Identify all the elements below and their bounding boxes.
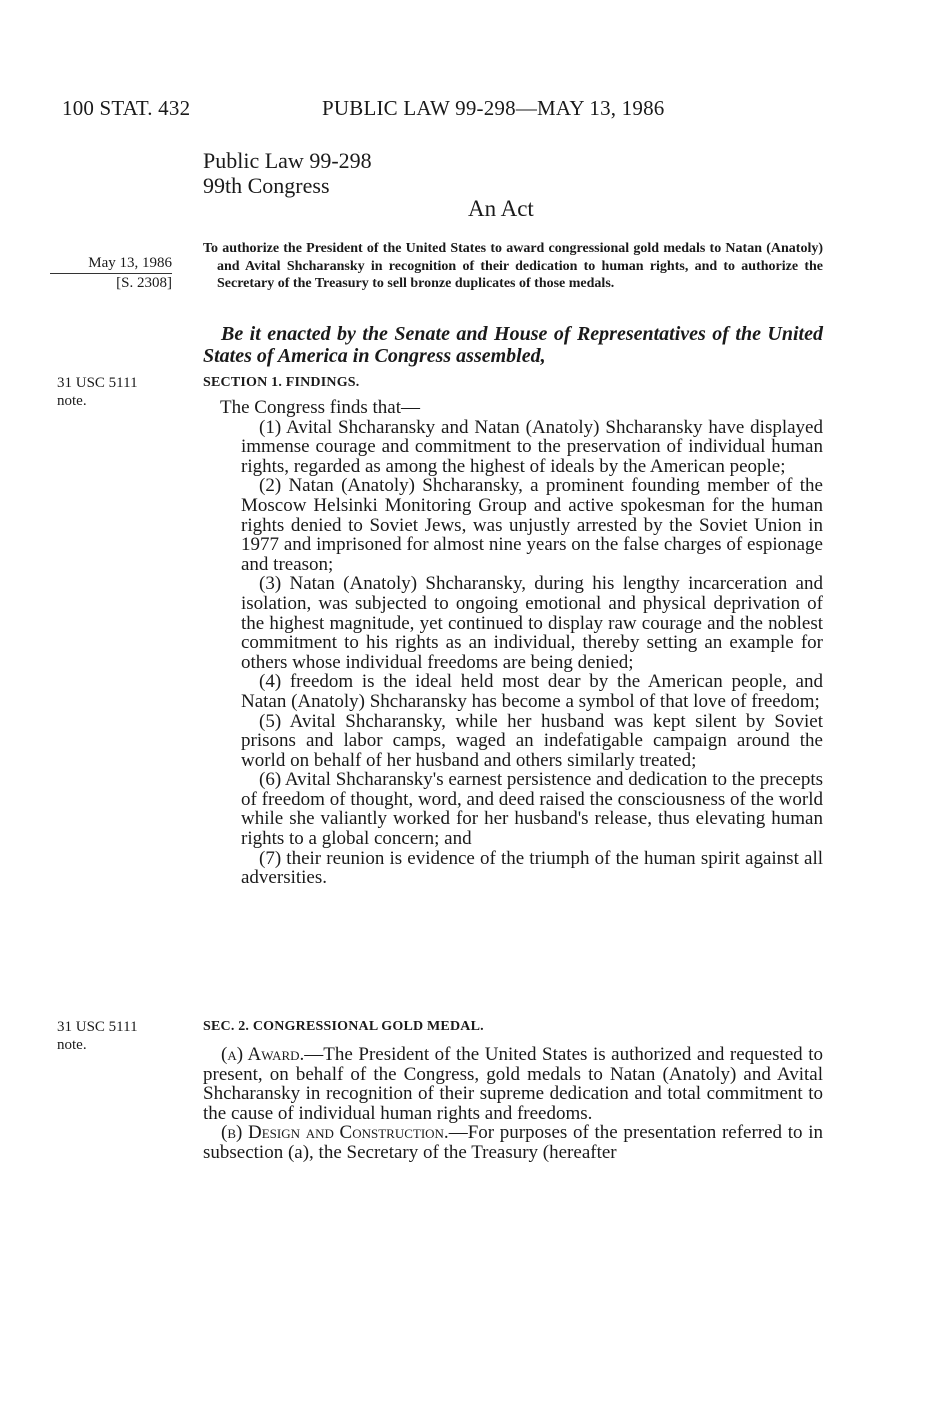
section-1-heading: SECTION 1. FINDINGS. xyxy=(203,375,360,390)
running-title: PUBLIC LAW 99-298—MAY 13, 1986 xyxy=(322,96,665,120)
purpose-clause xyxy=(203,240,823,293)
usc-note-section-2 xyxy=(57,1018,179,1054)
law-title-block xyxy=(203,148,372,198)
subsection-b-text: —For purposes of the presentation referred to in subsection (a), the Secretary of the Treasury (hereafter xyxy=(203,1122,823,1163)
purpose-text: To authorize the President of the United States to award congressional gold medals to Natan (Anatoly) and Avital Shcharansky in recognition of their dedication to human rights, and to authorize the Secretary of the Treasury to sell bronze duplicates of those medals. xyxy=(203,241,823,292)
law-number: Public Law 99-298 xyxy=(203,148,372,173)
enactment-date-note xyxy=(50,254,172,292)
usc-citation: 31 USC 5111 xyxy=(57,1019,138,1035)
findings-intro: The Congress finds that— xyxy=(220,397,421,418)
usc-note-section-1 xyxy=(57,374,179,410)
finding-item: (2) Natan (Anatoly) Shcharansky, a prominent founding member of the Moscow Helsinki Monitoring Group and active spokesman for the human rights denied to Soviet Jews, was unjustly arrested by the Soviet Union in 1977 and imprisoned for almost nine years on the false charges of espionage and treason; xyxy=(241,475,823,575)
enacting-clause: Be it enacted by the Senate and House of Representatives of the United States of America in Congress assembled, xyxy=(203,323,823,367)
enactment-date: May 13, 1986 xyxy=(50,254,172,274)
stat-reference: 100 STAT. 432 xyxy=(62,96,191,120)
findings-list xyxy=(203,418,823,888)
subsection-a xyxy=(203,1045,823,1123)
section-2-body xyxy=(203,1045,823,1163)
usc-note-label: note. xyxy=(57,1037,87,1053)
section-2-heading: SEC. 2. CONGRESSIONAL GOLD MEDAL. xyxy=(203,1019,484,1034)
subsection-b xyxy=(203,1123,823,1162)
finding-item: (6) Avital Shcharansky's earnest persistence and dedication to the precepts of freedom of thought, word, and deed raised the consciousness of the world while she valiantly worked for her husband's release, thus elevating human rights to a global concern; and xyxy=(241,769,823,850)
subsection-a-text: —The President of the United States is authorized and requested to present, on behalf of the Congress, gold medals to Natan (Anatoly) and Avital Shcharansky in recognition of their supreme dedication and total commitment to the cause of individual human rights and freedoms. xyxy=(203,1044,823,1124)
section-1-body xyxy=(203,398,823,888)
usc-citation: 31 USC 5111 xyxy=(57,375,138,391)
finding-item: (4) freedom is the ideal held most dear by the American people, and Natan (Anatoly) Shcharansky has become a symbol of that love of freedom; xyxy=(241,671,823,712)
bill-number: [S. 2308] xyxy=(116,275,172,291)
subsection-b-label: (b) Design and Construction. xyxy=(221,1122,449,1144)
finding-item: (7) their reunion is evidence of the triumph of the human spirit against all adversities. xyxy=(241,847,823,889)
act-label: An Act xyxy=(468,196,534,221)
finding-item: (5) Avital Shcharansky, while her husband was kept silent by Soviet prisons and labor camps, waged an indefatigable campaign around the world on behalf of her husband and others similarly treated; xyxy=(241,710,823,771)
congress-number: 99th Congress xyxy=(203,173,330,198)
finding-item: (3) Natan (Anatoly) Shcharansky, during his lengthy incarceration and isolation, was subjected to ongoing emotional and physical deprivation of the highest magnitude, yet continued to display raw courage and the noblest commitment to his rights as an individual, thereby setting an example for others whose individual freedoms are being denied; xyxy=(241,573,823,673)
subsection-a-label: (a) Award. xyxy=(221,1044,305,1065)
finding-item: (1) Avital Shcharansky and Natan (Anatoly) Shcharansky have displayed immense courage and commitment to the preservation of individual human rights, regarded as among the highest of ideals by the American people; xyxy=(241,416,823,477)
usc-note-label: note. xyxy=(57,393,87,409)
